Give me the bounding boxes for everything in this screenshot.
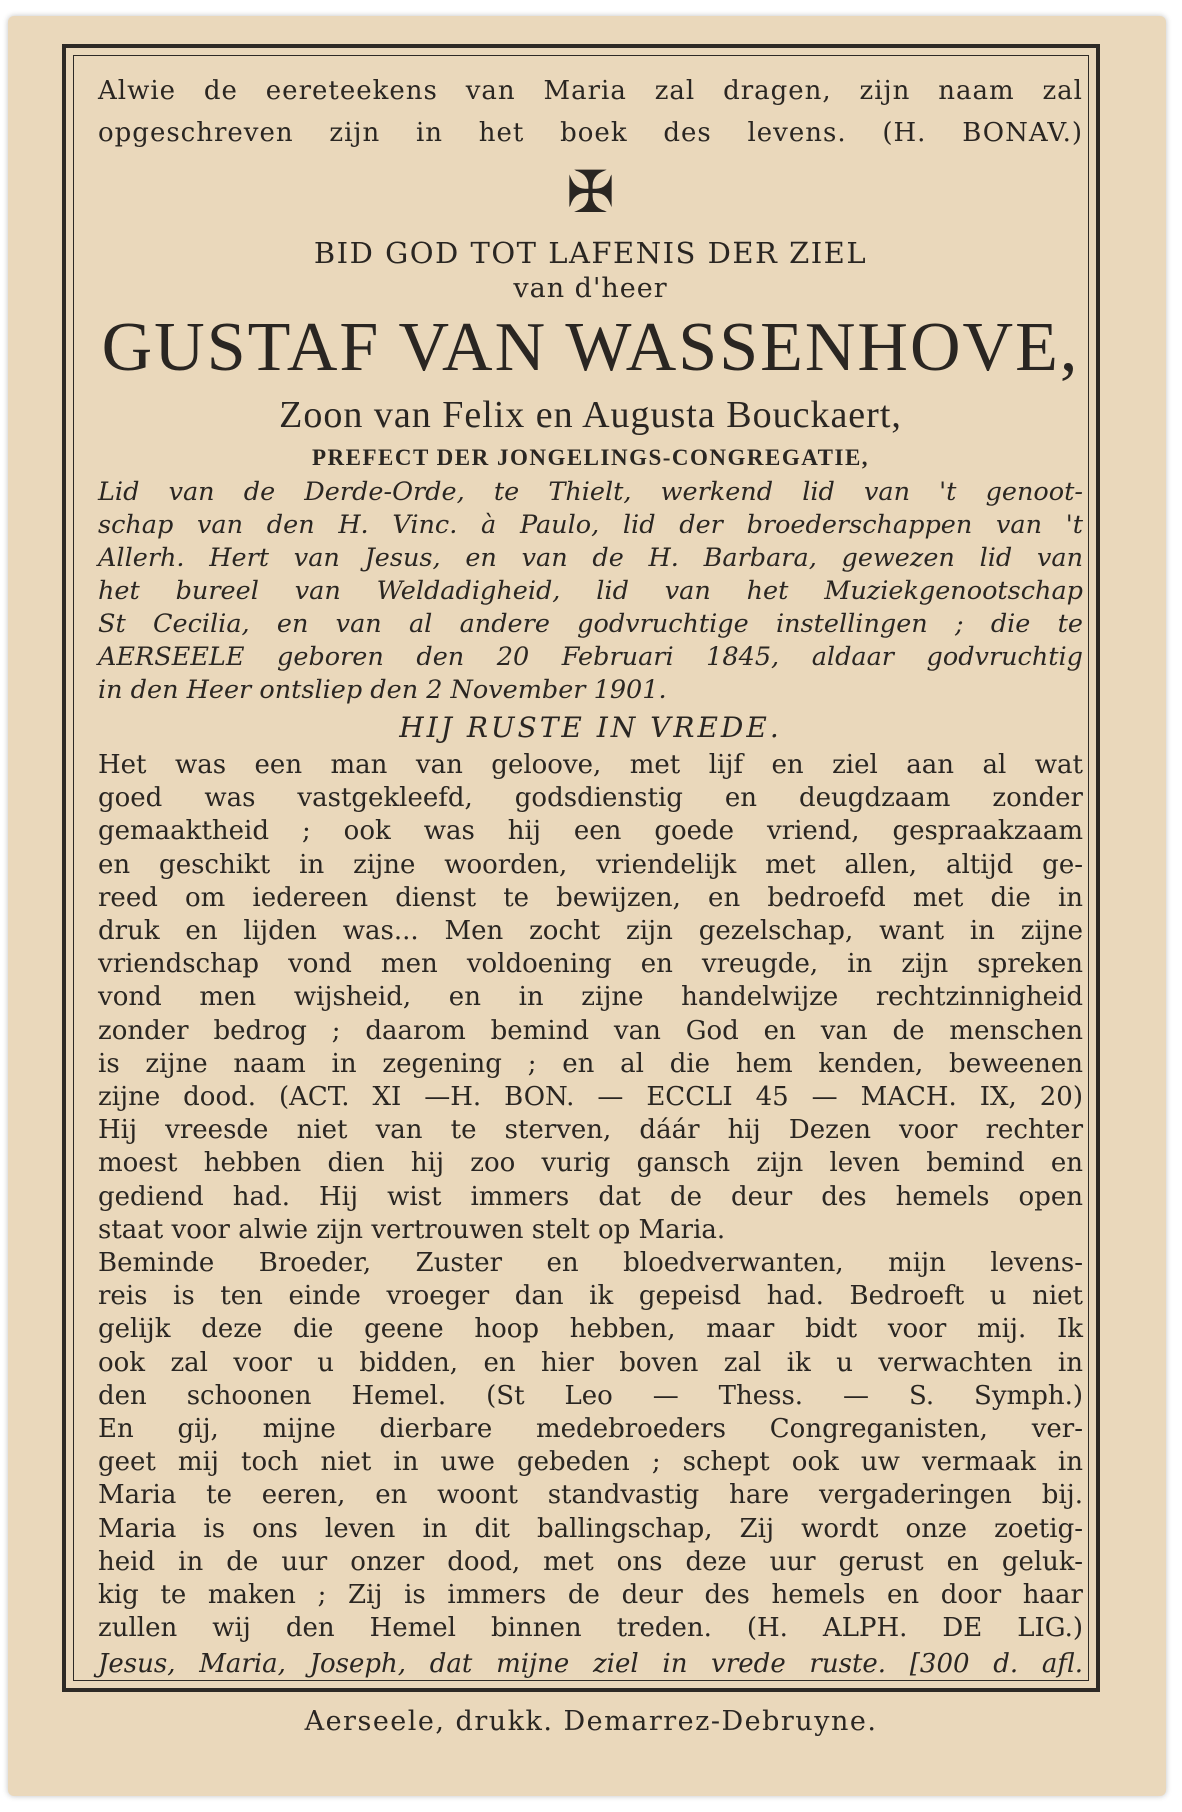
bio-line: schap van den H. Vinc. à Paulo, lid der broederschappen van 't <box>98 510 1083 540</box>
text-line: heid in de uur onzer dood, met ons deze uur gerust en geluk- <box>98 1546 1083 1577</box>
paragraph-2 <box>98 1114 1083 1247</box>
van-dheer: van d'heer <box>513 273 668 304</box>
text-line: goed was vastgekleefd, godsdienstig en deugdzaam zonder <box>98 783 1083 814</box>
text-line: En gij, mijne dierbare medebroeders Congreganisten, ver- <box>98 1414 1083 1445</box>
text-line: gediend had. Hij wist immers dat de deur des hemels open <box>98 1181 1083 1212</box>
bio-line: AERSEELE geboren den 20 Februari 1845, aldaar godvruchtig <box>98 642 1083 672</box>
text-line: is zijne naam in zegening ; en al die hem kenden, beweenen <box>98 1048 1083 1079</box>
text-line: gelijk deze die geene hoop hebben, maar bidt voor mij. Ik <box>98 1314 1083 1345</box>
text-line: Hij vreesde niet van te sterven, dáár hij Dezen voor rechter <box>98 1115 1083 1146</box>
heading: BID GOD TOT LAFENIS DER ZIEL <box>313 236 868 270</box>
text-line: zijne dood. (ACT. XI —H. BON. — ECCLI 45 — MACH. IX, 20) <box>98 1082 1083 1113</box>
text-line: reed om iedereen dienst te bewijzen, en bedroefd met die in <box>98 882 1083 913</box>
closing-prayer: Jesus, Maria, Joseph, dat mijne ziel in vrede ruste. [300 d. afl. <box>98 1649 1083 1680</box>
text-line: zullen wij den Hemel binnen treden. (H. ALPH. DE LIG.) <box>98 1613 1083 1644</box>
text-line: moest hebben dien hij zoo vurig gansch zijn leven bemind en <box>98 1148 1083 1179</box>
bio-line: St Cecilia, en van al andere godvruchtige instellingen ; die te <box>98 609 1083 639</box>
text-line: geet mij toch niet in uwe gebeden ; schept ook uw vermaak in <box>98 1447 1083 1478</box>
text-line: zonder bedrog ; daarom bemind van God en van de menschen <box>98 1015 1083 1046</box>
text-line: druk en lijden was... Men zocht zijn gezelschap, want in zijne <box>98 916 1083 947</box>
text-line: Beminde Broeder, Zuster en bloedverwanten, mijn levens- <box>98 1248 1083 1279</box>
text-line: staat voor alwie zijn vertrouwen stelt op Maria. <box>98 1214 726 1245</box>
text-line: en geschikt in zijne woorden, vriendelijk met allen, altijd ge- <box>98 849 1083 880</box>
paragraph-4 <box>98 1413 1083 1645</box>
bio-line: Lid van de Derde-Orde, te Thielt, werkend lid van 't genoot- <box>98 477 1083 507</box>
motto-line-2: opgeschreven zijn in het boek des levens. (H. BONAV.) <box>98 118 1083 148</box>
text-line: Maria is ons leven in dit ballingschap, Zij wordt onze zoetig- <box>98 1513 1083 1544</box>
text-line: gemaaktheid ; ook was hij een goede vriend, gespraakzaam <box>98 816 1083 847</box>
bio-line: het bureel van Weldadigheid, lid van het Muziekgenootschap <box>98 576 1083 606</box>
prefect-title: PREFECT DER JONGELINGS-CONGREGATIE, <box>311 445 870 470</box>
motto-line-1: Alwie de eereteekens van Maria zal dragen, zijn naam zal <box>98 76 1083 106</box>
text-line: den schoonen Hemel. (St Leo — Thess. — S. Symph.) <box>98 1380 1083 1411</box>
text-line: ook zal voor u bidden, en hier boven zal ik u verwachten in <box>98 1347 1083 1378</box>
text-line: kig te maken ; Zij is immers de deur des hemels en door haar <box>98 1580 1083 1611</box>
rip-line: HIJ RUSTE IN VREDE. <box>399 711 782 744</box>
paragraph-1 <box>98 749 1083 1114</box>
parents-line: Zoon van Felix en Augusta Bouckaert, <box>279 394 902 436</box>
text-line: vriendschap vond men voldoening en vreugde, in zijn spreken <box>98 949 1083 980</box>
text-line: Maria te eeren, en woont standvastig hare vergaderingen bij. <box>98 1480 1083 1511</box>
cross-icon: ✠ <box>566 158 615 226</box>
card-content <box>98 70 1083 1681</box>
deceased-name: GUSTAF VAN WASSENHOVE, <box>101 309 1080 386</box>
bio-line: in den Heer ontsliep den 2 November 1901. <box>98 675 667 705</box>
text-line: reis is ten einde vroeger dan ik gepeisd had. Bedroeft u niet <box>98 1281 1083 1312</box>
bio-line: Allerh. Hert van Jesus, en van de H. Barbara, gewezen lid van <box>98 543 1083 573</box>
paragraph-3 <box>98 1247 1083 1413</box>
biography <box>98 476 1083 707</box>
text-line: vond men wijsheid, en in zijne handelwijze rechtzinnigheid <box>98 982 1083 1013</box>
text-line: Het was een man van geloove, met lijf en ziel aan al wat <box>98 750 1083 780</box>
printer-imprint: Aerseele, drukk. Demarrez-Debruyne. <box>304 1706 878 1737</box>
motto <box>98 70 1083 154</box>
